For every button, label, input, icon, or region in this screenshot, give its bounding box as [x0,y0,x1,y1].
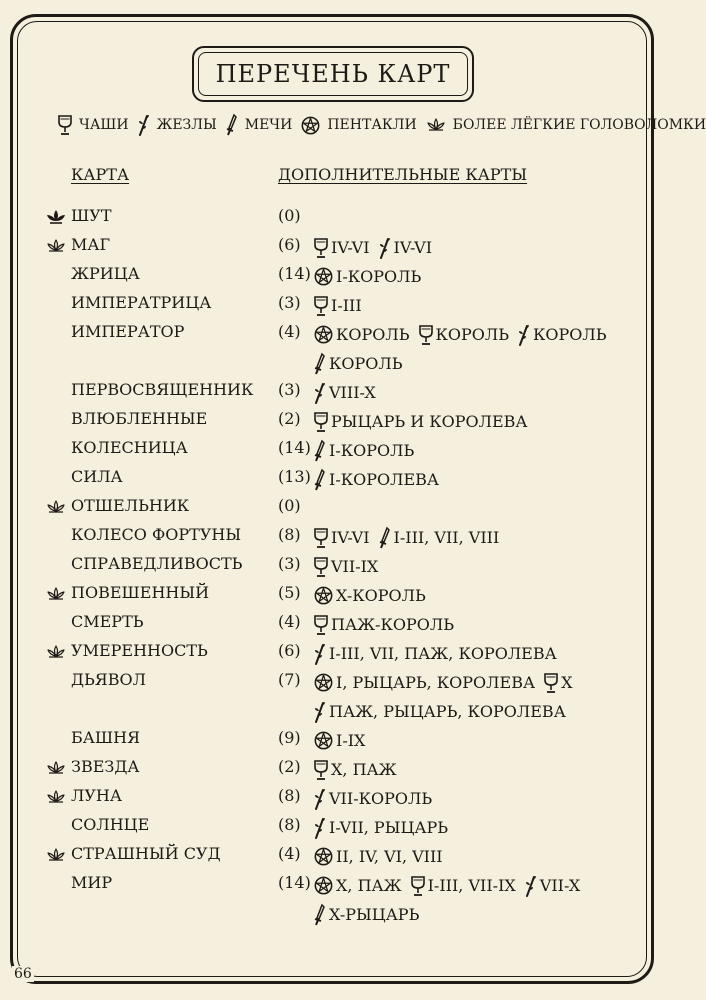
card-count: (14) [278,873,311,892]
suit-segment [314,382,376,404]
card-name: ИМПЕРАТОР [71,322,185,341]
extra-cards [314,523,614,552]
card-name: КОЛЕСНИЦА [71,438,188,457]
lotus-outline-icon [46,789,66,805]
card-row [0,262,667,291]
lotus-outline-icon [46,847,66,863]
suit-segment [314,469,439,491]
extra-cards [314,465,614,494]
suit-range: ПАЖ, РЫЦАРЬ, КОРОЛЕВА [329,702,566,721]
card-row [0,813,667,842]
suit-range: IV-VI [331,238,370,257]
extra-cards [314,610,614,639]
card-count: (13) [278,467,311,486]
card-row [0,407,667,436]
legend-label: ПЕНТАКЛИ [327,117,417,133]
wand-icon [379,237,391,259]
wand-icon [314,788,326,810]
suit-range: X-КОРОЛЬ [336,586,426,605]
suit-segment [518,324,607,346]
suit-segment [314,847,443,866]
suit-range: X [561,673,573,692]
card-row [0,726,667,755]
card-count: (6) [278,235,301,254]
extra-cards [314,726,614,755]
extra-cards-line [314,726,614,755]
suit-segment [314,440,414,462]
legend-item [226,114,293,136]
card-count: (0) [278,496,301,515]
extra-cards-line [314,407,614,436]
cup-icon [314,759,328,781]
suit-range: I-IX [336,731,366,750]
suit-range: VII-КОРОЛЬ [329,789,433,808]
extra-cards-line [314,233,614,262]
extra-cards [314,639,614,668]
card-row [0,465,667,494]
extra-cards [314,784,614,813]
card-count: (3) [278,380,301,399]
card-name: СМЕРТЬ [71,612,144,631]
lotus-outline-icon [426,117,450,133]
card-count: (3) [278,554,301,573]
cup-icon [411,875,425,897]
card-row [0,755,667,784]
card-count: (4) [278,844,301,863]
lotus-outline-icon [46,499,66,515]
extra-cards-line [314,523,614,552]
card-name: УМЕРЕННОСТЬ [71,641,208,660]
card-name: ВЛЮБЛЕННЫЕ [71,409,208,428]
pentacle-icon [314,586,333,605]
card-count: (2) [278,409,301,428]
card-name: КОЛЕСО ФОРТУНЫ [71,525,242,544]
wand-icon [314,817,326,839]
suit-range: IV-VI [331,528,370,547]
header-extra-cards: ДОПОЛНИТЕЛЬНЫЕ КАРТЫ [278,165,528,184]
suit-segment [314,759,397,781]
wand-icon [314,643,326,665]
suit-range: I, РЫЦАРЬ, КОРОЛЕВА [336,673,536,692]
pentacle-icon [314,847,333,866]
lotus-outline-icon [46,644,66,660]
lotus-outline-icon [46,586,66,602]
extra-cards-line [314,349,614,378]
extra-cards [314,262,614,291]
card-name: ЛУНА [71,786,122,805]
card-count: (7) [278,670,301,689]
card-name: ДЬЯВОЛ [71,670,146,689]
extra-cards-line [314,436,614,465]
card-row [0,581,667,610]
card-name: ОТШЕЛЬНИК [71,496,190,515]
lotus-filled-icon [46,209,66,225]
extra-cards [314,668,614,726]
cup-icon [544,672,558,694]
extra-cards-line [314,465,614,494]
card-row [0,233,667,262]
suit-range: КОРОЛЬ [435,325,510,344]
card-count: (8) [278,786,301,805]
card-name: ПЕРВОСВЯЩЕННИК [71,380,254,399]
suit-range: КОРОЛЬ [329,354,403,373]
card-name: БАШНЯ [71,728,141,747]
card-count: (5) [278,583,301,602]
suit-range: I-КОРОЛЕВА [329,470,440,489]
card-name: СИЛА [71,467,123,486]
page-title: ПЕРЕЧЕНЬ КАРТ [215,60,451,88]
lotus-outline-icon [46,238,66,254]
pentacle-icon [301,116,324,135]
extra-cards-line [314,552,614,581]
suit-range: X, ПАЖ [331,760,397,779]
suit-segment [314,353,403,375]
wand-icon [314,382,326,404]
card-row [0,871,667,929]
card-row [0,378,667,407]
cup-icon [314,295,328,317]
extra-cards-line [314,320,614,349]
cup-icon [314,556,328,578]
card-count: (4) [278,322,301,341]
sword-icon [379,527,391,549]
suit-range: IV-VI [393,238,433,257]
suit-range: КОРОЛЬ [533,325,607,344]
suit-segment [314,701,566,723]
sword-icon [226,114,242,136]
cup-icon [314,237,328,259]
extra-cards [314,320,614,378]
suit-range: КОРОЛЬ [336,325,410,344]
extra-cards [314,552,614,581]
extra-cards-line [314,813,614,842]
cup-icon [58,114,76,136]
suit-segment [379,237,433,259]
sword-icon [314,469,326,491]
card-row [0,639,667,668]
suit-segment [314,237,370,259]
wand-icon [314,701,326,723]
suit-segment [314,904,419,926]
card-count: (14) [278,438,311,457]
extra-cards-line [314,784,614,813]
card-count: (3) [278,293,301,312]
extra-cards-line [314,900,614,929]
suit-segment [379,527,500,549]
card-row [0,204,667,233]
suit-segment [314,325,410,344]
card-row [0,784,667,813]
suit-range: I-III [331,296,362,315]
card-count: (8) [278,525,301,544]
suit-segment [314,673,535,692]
suit-segment [314,295,362,317]
card-name: ШУТ [71,206,112,225]
suit-segment [314,614,454,636]
suit-range: I-VII, РЫЦАРЬ [329,818,449,837]
card-name: СПРАВЕДЛИВОСТЬ [71,554,243,573]
extra-cards-line [314,668,614,697]
card-row [0,320,667,378]
suit-segment [314,643,557,665]
pentacle-icon [314,267,333,286]
extra-cards [314,842,614,871]
legend-label: МЕЧИ [244,117,293,133]
extra-cards [314,233,614,262]
card-name: СТРАШНЫЙ СУД [71,844,221,863]
card-row [0,523,667,552]
cup-icon [314,614,328,636]
suit-range: X, ПАЖ [336,876,402,895]
title-box [192,46,474,102]
suit-range: II, IV, VI, VIII [336,847,443,866]
suit-segment [525,875,580,897]
card-count: (0) [278,206,301,225]
extra-cards-line [314,378,614,407]
extra-cards [314,581,614,610]
suit-range: VII-X [539,876,581,895]
legend-item [138,114,217,136]
suit-segment [314,731,365,750]
legend-item [301,116,416,135]
header-card: КАРТА [71,165,130,184]
card-row [0,668,667,726]
card-count: (9) [278,728,301,747]
suit-segment [314,267,421,286]
card-count: (6) [278,641,301,660]
page-number: 66 [14,966,32,982]
card-row [0,291,667,320]
sword-icon [314,904,326,926]
extra-cards [314,871,614,929]
suit-range: VIII-X [329,383,376,402]
card-row [0,552,667,581]
card-name: МИР [71,873,113,892]
suit-range: I-КОРОЛЬ [336,267,422,286]
extra-cards-line [314,262,614,291]
suit-segment [314,411,528,433]
extra-cards [314,378,614,407]
pentacle-icon [314,673,333,692]
suit-range: VII-IX [331,557,379,576]
extra-cards-line [314,291,614,320]
legend-label: ЧАШИ [79,117,129,133]
extra-cards-line [314,697,614,726]
extra-cards-line [314,755,614,784]
extra-cards-line [314,581,614,610]
extra-cards-line [314,871,614,900]
suit-range: ПАЖ-КОРОЛЬ [331,615,454,634]
sword-icon [314,353,326,375]
suit-range: I-III, VII, VIII [393,528,500,547]
wand-icon [138,114,154,136]
card-name: ПОВЕШЕННЫЙ [71,583,210,602]
suit-segment [314,817,448,839]
extra-cards [314,436,614,465]
extra-cards-line [314,610,614,639]
suit-segment [314,586,426,605]
card-row [0,436,667,465]
legend-item [58,114,129,136]
extra-cards-line [314,639,614,668]
lotus-outline-icon [46,760,66,776]
card-list [0,204,667,929]
suit-range: I-III, VII, ПАЖ, КОРОЛЕВА [329,644,557,663]
extra-cards [314,813,614,842]
suit-segment [419,324,510,346]
card-count: (8) [278,815,301,834]
sword-icon [314,440,326,462]
card-name: ЖРИЦА [71,264,140,283]
cup-icon [419,324,433,346]
card-row [0,842,667,871]
wand-icon [525,875,537,897]
cup-icon [314,411,328,433]
extra-cards [314,407,614,436]
suit-segment [314,527,370,549]
legend [58,112,706,138]
suit-range: I-III, VII-IX [427,876,516,895]
card-name: ИМПЕРАТРИЦА [71,293,212,312]
legend-label: БОЛЕЕ ЛЁГКИЕ ГОЛОВОЛОМКИ [452,117,706,133]
suit-segment [411,875,516,897]
card-row [0,494,667,523]
suit-range: РЫЦАРЬ И КОРОЛЕВА [331,412,528,431]
extra-cards [314,291,614,320]
cup-icon [314,527,328,549]
pentacle-icon [314,731,333,750]
suit-segment [314,556,378,578]
suit-segment [314,876,402,895]
card-name: МАГ [71,235,111,254]
suit-range: I-КОРОЛЬ [329,441,415,460]
extra-cards-line [314,842,614,871]
card-name: ЗВЕЗДА [71,757,140,776]
card-count: (4) [278,612,301,631]
suit-segment [314,788,432,810]
card-name: СОЛНЦЕ [71,815,150,834]
card-count: (14) [278,264,311,283]
pentacle-icon [314,325,333,344]
legend-label: ЖЕЗЛЫ [156,117,217,133]
legend-item [426,117,706,133]
suit-range: X-РЫЦАРЬ [329,905,420,924]
card-count: (2) [278,757,301,776]
pentacle-icon [314,876,333,895]
card-row [0,610,667,639]
wand-icon [518,324,530,346]
suit-segment [544,672,572,694]
extra-cards [314,755,614,784]
